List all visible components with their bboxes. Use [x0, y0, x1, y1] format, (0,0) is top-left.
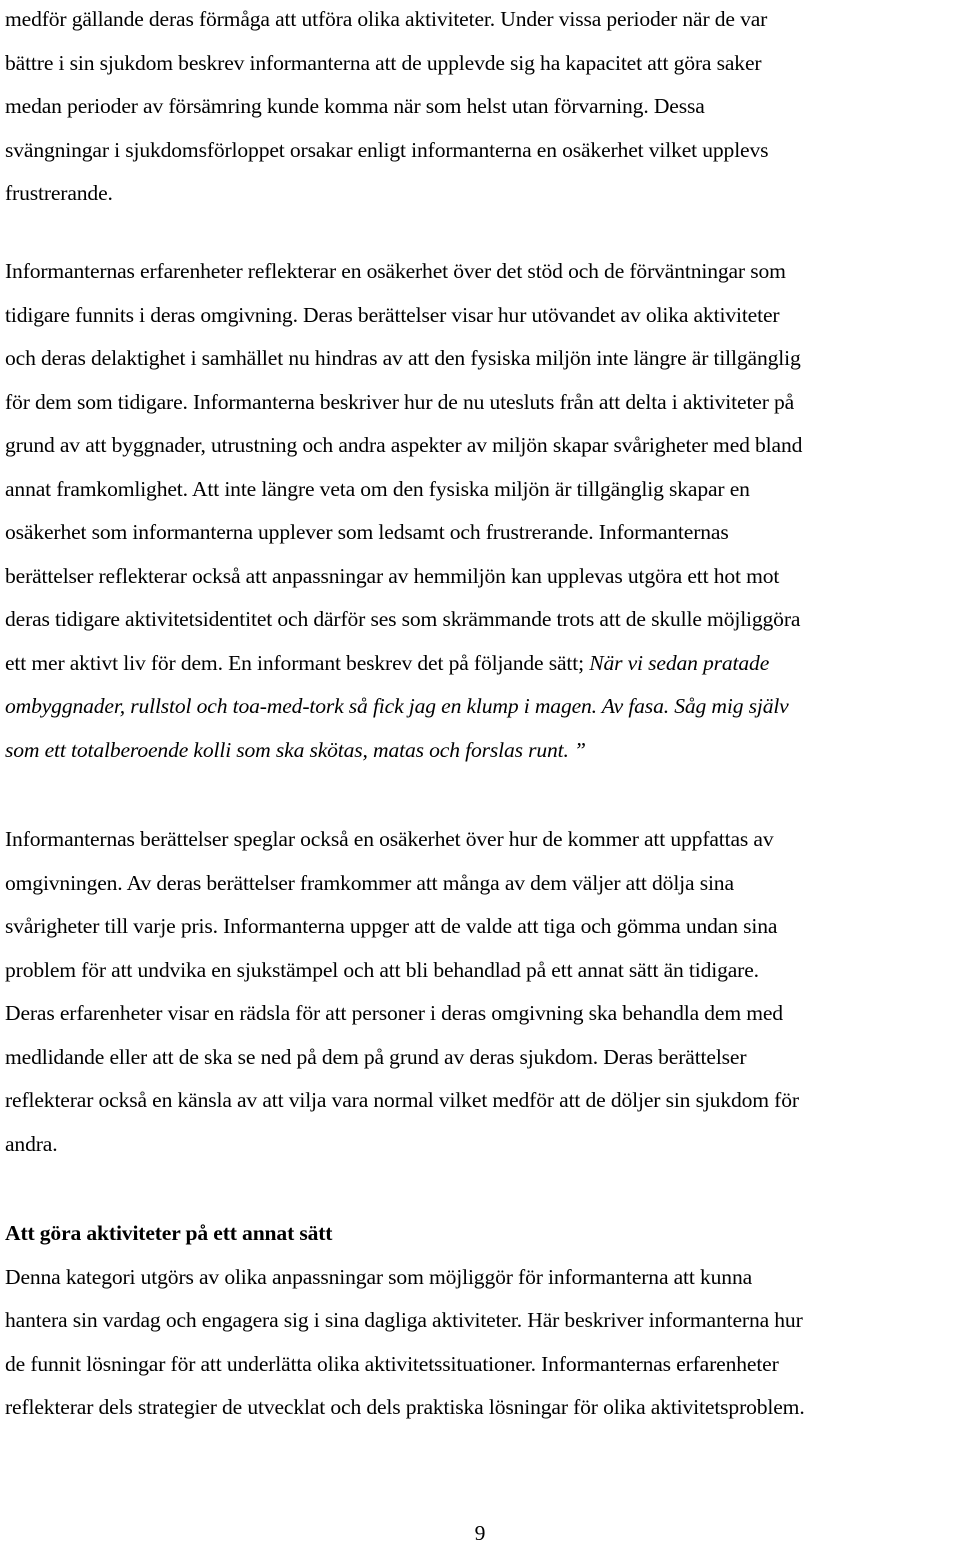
text-line: de funnit lösningar för att underlätta olika aktivitetssituationer. Informanternas erfarenheter — [5, 1351, 779, 1376]
text-line: Deras erfarenheter visar en rädsla för att personer i deras omgivning ska behandla dem med — [5, 1001, 783, 1025]
text-line: grund av att byggnader, utrustning och andra aspekter av miljön skapar svårigheter med bland — [5, 433, 803, 457]
text-line: problem för att undvika en sjukstämpel och att bli behandlad på ett annat sätt än tidigare. — [5, 957, 759, 982]
text-line: Informanternas berättelser speglar också en osäkerhet över hur de kommer att uppfattas av — [5, 827, 774, 851]
text-line: medför gällande deras förmåga att utföra olika aktiviteter. Under vissa perioder när de var — [5, 7, 768, 31]
page-number: 9 — [474, 1521, 486, 1545]
text-line: tidigare funnits i deras omgivning. Deras berättelser visar hur utövandet av olika aktiviteter — [5, 302, 780, 327]
text-line: för dem som tidigare. Informanterna beskriver hur de nu utesluts från att delta i aktiviteter på — [5, 389, 795, 414]
text-line: omgivningen. Av deras berättelser framkommer att många av dem väljer att dölja sina — [5, 870, 734, 895]
text-line: osäkerhet som informanterna upplever som ledsamt och frustrerande. Informanternas — [5, 520, 729, 544]
text-line: reflekterar dels strategier de utvecklat och dels praktiska lösningar för olika aktivitetsproblem. — [5, 1395, 805, 1419]
text-line: medan perioder av försämring kunde komma när som helst utan förvarning. Dessa — [5, 94, 705, 118]
text-line: svängningar i sjukdomsförloppet orsakar enligt informanterna en osäkerhet vilket upplevs — [5, 137, 769, 162]
text-line: reflekterar också en känsla av att vilja vara normal vilket medför att de döljer sin sjukdom för — [5, 1088, 799, 1112]
text-line: och deras delaktighet i samhället nu hindras av att den fysiska miljön inte längre är tillgänglig — [5, 346, 801, 370]
text-line: annat framkomlighet. Att inte längre veta om den fysiska miljön är tillgänglig skapar en — [5, 476, 750, 501]
text-line: berättelser reflekterar också att anpassningar av hemmiljön kan upplevas utgöra ett hot mot — [5, 563, 780, 588]
section-heading: Att göra aktiviteter på ett annat sätt — [5, 1221, 333, 1245]
text-line-plain: ett mer aktivt liv för dem. En informant beskrev det på följande sätt; — [5, 650, 590, 675]
text-line: medlidande eller att de ska se ned på dem på grund av deras sjukdom. Deras berättelser — [5, 1044, 747, 1069]
text-line: Informanternas erfarenheter reflekterar en osäkerhet över det stöd och de förväntningar som — [5, 259, 786, 283]
quote-text: När vi sedan pratade — [589, 650, 770, 675]
text-line: Denna kategori utgörs av olika anpassningar som möjliggör för informanterna att kunna — [5, 1264, 753, 1289]
text-line-with-quote — [5, 642, 960, 686]
quote-line: som ett totalberoende kolli som ska skötas, matas och forslas runt. ” — [5, 737, 586, 762]
text-line: svårigheter till varje pris. Informanterna uppger att de valde att tiga och gömma undan sina — [5, 914, 778, 938]
text-line: bättre i sin sjukdom beskrev informanterna att de upplevde sig ha kapacitet att göra saker — [5, 50, 762, 75]
paragraph-2 — [5, 250, 960, 772]
section-block — [5, 1212, 960, 1430]
paragraph-1 — [5, 0, 960, 216]
text-line: hantera sin vardag och engagera sig i sina dagliga aktiviteter. Här beskriver informanterna hur — [5, 1308, 803, 1332]
text-line: andra. — [5, 1131, 58, 1156]
paragraph-3 — [5, 818, 960, 1166]
text-line: frustrerande. — [5, 181, 113, 205]
text-line: deras tidigare aktivitetsidentitet och därför ses som skrämmande trots att de skulle möjliggöra — [5, 607, 801, 631]
quote-line: ombyggnader, rullstol och toa-med-tork så fick jag en klump i magen. Av fasa. Såg mig själv — [5, 694, 789, 718]
